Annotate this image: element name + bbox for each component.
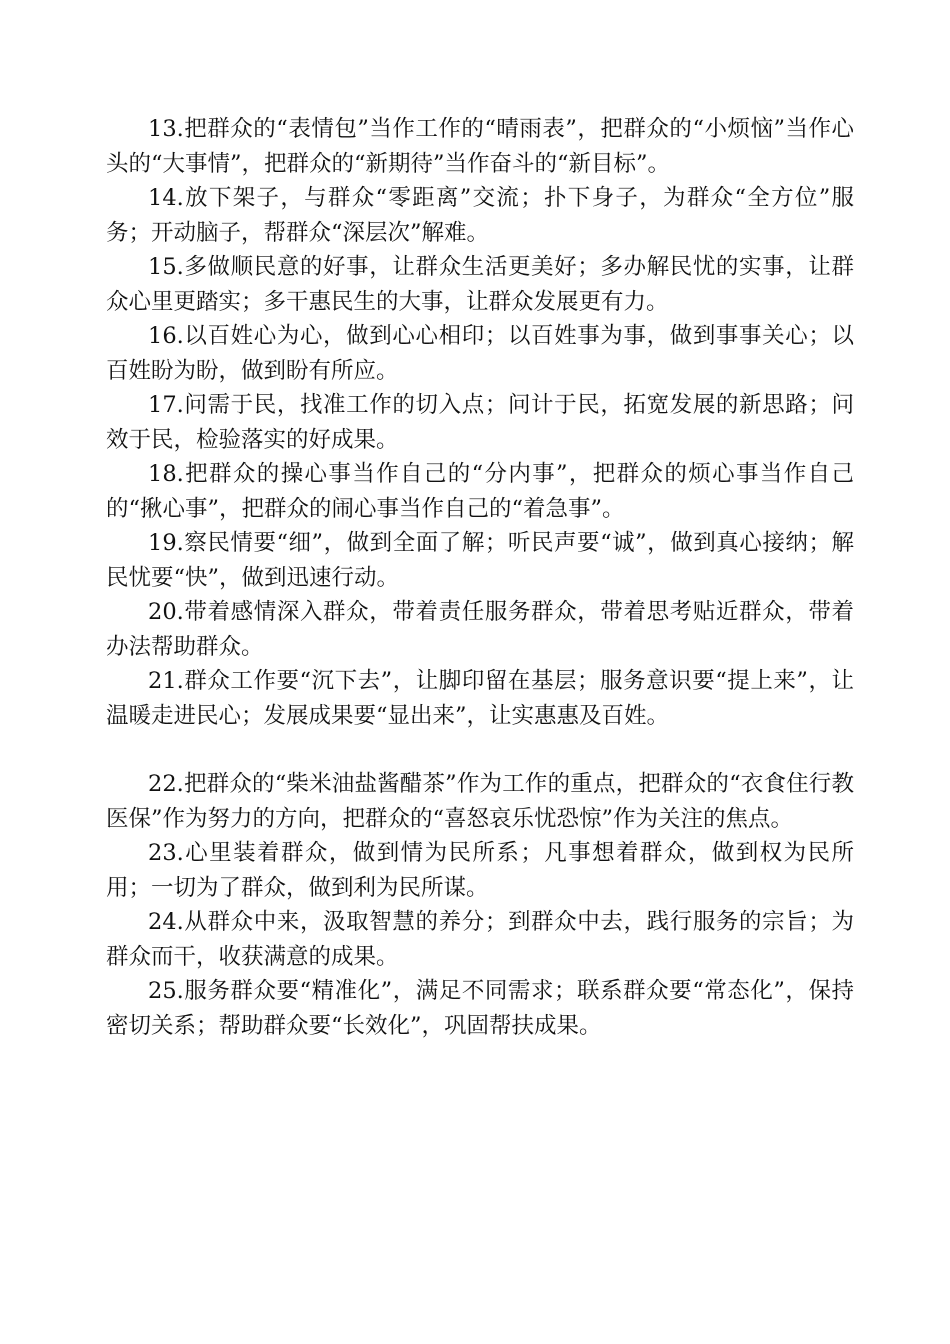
paragraph-18: 18.把群众的操心事当作自己的“分内事”，把群众的烦心事当作自己的“揪心事”，把群众的闹心事当作自己的“着急事”。 [106, 461, 854, 522]
paragraph-16: 16.以百姓心为心，做到心心相印；以百姓事为事，做到事事关心；以百姓盼为盼，做到盼有所应。 [106, 323, 854, 384]
paragraph-22: 22.把群众的“柴米油盐酱醋茶”作为工作的重点，把群众的“衣食住行教医保”作为努力的方向，把群众的“喜怒哀乐忧恐惊”作为关注的焦点。 [106, 771, 854, 832]
paragraph-25: 25.服务群众要“精准化”，满足不同需求；联系群众要“常态化”，保持密切关系；帮助群众要“长效化”，巩固帮扶成果。 [106, 978, 854, 1039]
document-body [106, 112, 854, 1043]
paragraph-14: 14.放下架子，与群众“零距离”交流；扑下身子，为群众“全方位”服务；开动脑子，帮群众“深层次”解难。 [106, 185, 854, 246]
paragraph-15: 15.多做顺民意的好事，让群众生活更美好；多办解民忧的实事，让群众心里更踏实；多干惠民生的大事，让群众发展更有力。 [106, 254, 854, 315]
paragraph-13: 13.把群众的“表情包”当作工作的“晴雨表”，把群众的“小烦恼”当作心头的“大事情”，把群众的“新期待”当作奋斗的“新目标”。 [106, 116, 854, 177]
paragraph-24: 24.从群众中来，汲取智慧的养分；到群众中去，践行服务的宗旨；为群众而干，收获满意的成果。 [106, 909, 854, 970]
paragraph-17: 17.问需于民，找准工作的切入点；问计于民，拓宽发展的新思路；问效于民，检验落实的好成果。 [106, 392, 854, 453]
paragraph-20: 20.带着感情深入群众，带着责任服务群众，带着思考贴近群众，带着办法帮助群众。 [106, 599, 854, 660]
paragraph-21: 21.群众工作要“沉下去”，让脚印留在基层；服务意识要“提上来”，让温暖走进民心；发展成果要“显出来”，让实惠惠及百姓。 [106, 668, 854, 729]
paragraph-19: 19.察民情要“细”，做到全面了解；听民声要“诚”，做到真心接纳；解民忧要“快”，做到迅速行动。 [106, 530, 854, 591]
paragraph-23: 23.心里装着群众，做到情为民所系；凡事想着群众，做到权为民所用；一切为了群众，做到利为民所谋。 [106, 840, 854, 901]
